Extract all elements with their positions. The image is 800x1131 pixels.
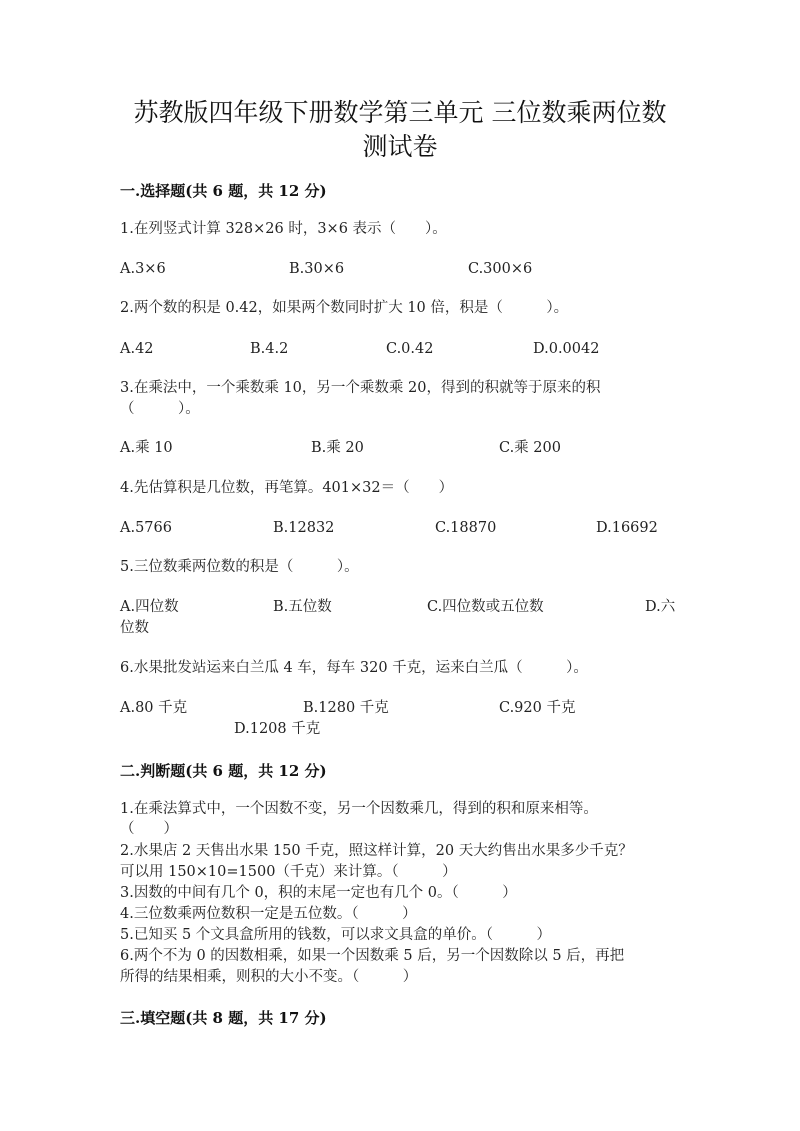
question-stem: 4.先估算积是几位数，再笔算。401×32＝（ ） [120,480,454,496]
judge-line: （ ） [120,821,178,837]
option-b: B.五位数 [273,599,332,615]
option-d: D.六 [645,599,676,615]
option-d: D.16692 [596,520,658,536]
option-a: A.42 [120,341,154,357]
option-c: C.18870 [435,520,497,536]
page-title-line2: 测试卷 [362,132,438,161]
option-a: A.80 千克 [120,700,188,716]
option-b: B.4.2 [250,341,289,357]
option-d-cont: 位数 [120,620,149,636]
option-b: B.12832 [273,520,335,536]
section-heading-judge: 二.判断题(共 6 题，共 12 分) [120,762,327,780]
question-stem: 1.在列竖式计算 328×26 时，3×6 表示（ ）。 [120,221,447,237]
option-b: B.1280 千克 [303,700,389,716]
judge-line: 5.已知买 5 个文具盒所用的钱数，可以求文具盒的单价。（ ） [120,927,552,943]
question-stem: 5.三位数乘两位数的积是（ ）。 [120,559,359,575]
option-a: A.5766 [120,520,172,536]
judge-line: 所得的结果相乘，则积的大小不变。（ ） [120,969,418,985]
page-title: 苏教版四年级下册数学第三单元 三位数乘两位数 [133,98,667,127]
judge-line: 6.两个不为 0 的因数相乘，如果一个因数乘 5 后，另一个因数除以 5 后，再把 [120,948,625,964]
option-d: D.1208 千克 [234,721,321,737]
option-a: A.3×6 [120,261,166,277]
judge-line: 2.水果店 2 天售出水果 150 千克，照这样计算，20 天大约售出水果多少千克？ [120,843,633,859]
option-c: C.920 千克 [499,700,576,716]
judge-line: 4.三位数乘两位数积一定是五位数。（ ） [120,906,417,922]
judge-line: 1.在乘法算式中，一个因数不变，另一个因数乘几，得到的积和原来相等。 [120,801,598,817]
judge-line: 可以用 150×10=1500（千克）来计算。（ ） [120,864,457,880]
option-b: B.乘 20 [311,440,364,456]
option-c: C.0.42 [386,341,434,357]
question-stem: 6.水果批发站运来白兰瓜 4 车，每车 320 千克，运来白兰瓜（ ）。 [120,660,588,676]
option-a: A.乘 10 [120,440,173,456]
question-stem: 3.在乘法中，一个乘数乘 10，另一个乘数乘 20，得到的积就等于原来的积 [120,380,601,396]
judge-line: 3.因数的中间有几个 0，积的末尾一定也有几个 0。（ ） [120,885,517,901]
option-d: D.0.0042 [533,341,600,357]
question-stem-cont: （ ）。 [120,401,200,417]
option-c: C.300×6 [468,261,533,277]
option-b: B.30×6 [289,261,345,277]
section-heading-choice: 一.选择题(共 6 题，共 12 分) [120,182,327,200]
question-stem: 2.两个数的积是 0.42，如果两个数同时扩大 10 倍，积是（ ）。 [120,300,569,316]
option-c: C.四位数或五位数 [427,599,544,615]
section-heading-fill: 三.填空题(共 8 题，共 17 分) [120,1009,327,1027]
option-a: A.四位数 [120,599,179,615]
option-c: C.乘 200 [499,440,561,456]
